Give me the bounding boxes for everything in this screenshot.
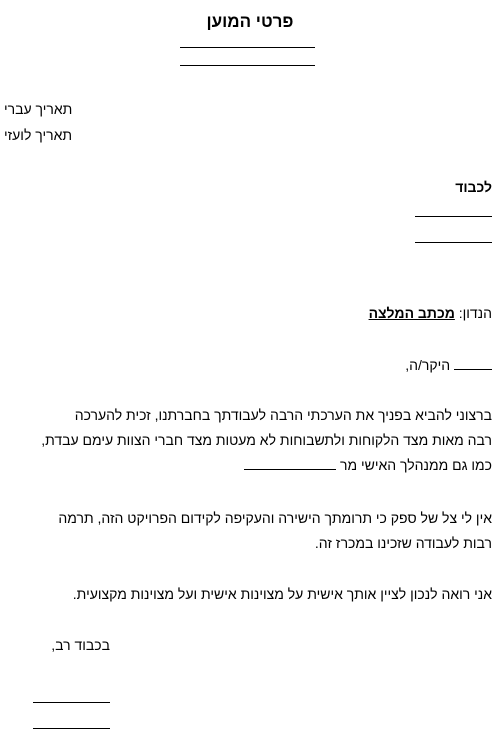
greeting-line (405, 355, 492, 375)
paragraph-1-line-2: רבה מאות מצד הלקוחות ולתשבוחות לא מעטות מצד חברי הצוות עימם עבדת, (41, 432, 492, 448)
greeting-text: היקר/ה, (405, 357, 451, 373)
recipient-line-1 (415, 216, 492, 217)
recipient-label: לכבוד (455, 179, 492, 195)
recipient-name-blank (454, 369, 492, 370)
signature-line-1 (33, 702, 110, 703)
paragraph-1-line-3 (6, 453, 492, 478)
closing-text: בכבוד רב, (51, 637, 110, 653)
paragraph-3 (6, 582, 492, 607)
manager-text: כמו גם ממנהלך האישי מר (339, 457, 492, 473)
sender-details-title: פרטי המוען (206, 12, 294, 31)
paragraph-2-line-1: אין לי צל של ספק כי תרומתך הישירה והעקיפה לקידום הפרויקט הזה, תרמה (58, 510, 492, 526)
sender-line-1 (180, 47, 315, 48)
hebrew-date-label: תאריך עברי (4, 101, 73, 117)
paragraph-2-line-2: רבות לעבודה שזכינו במכרז זה. (314, 535, 492, 551)
subject-value: מכתב המלצה (368, 305, 455, 321)
subject-line (369, 303, 492, 323)
signature-line-2 (33, 728, 110, 729)
recipient-line-2 (415, 242, 492, 243)
manager-name-blank (244, 469, 336, 470)
paragraph-1-line-1: ברצוני להביא בפניך את הערכתי הרבה לעבודתך בחברתנו, זכית להערכה (74, 407, 492, 423)
gregorian-date-label: תאריך לועזי (4, 127, 73, 143)
paragraph-2 (6, 506, 492, 556)
sender-line-2 (180, 65, 315, 66)
paragraph-1 (6, 403, 492, 478)
subject-label: הנדון: (458, 305, 492, 321)
paragraph-3-line-1: אני רואה לנכון לציין אותך אישית על מצוינות אישית ועל מצוינות מקצועית. (72, 586, 492, 602)
